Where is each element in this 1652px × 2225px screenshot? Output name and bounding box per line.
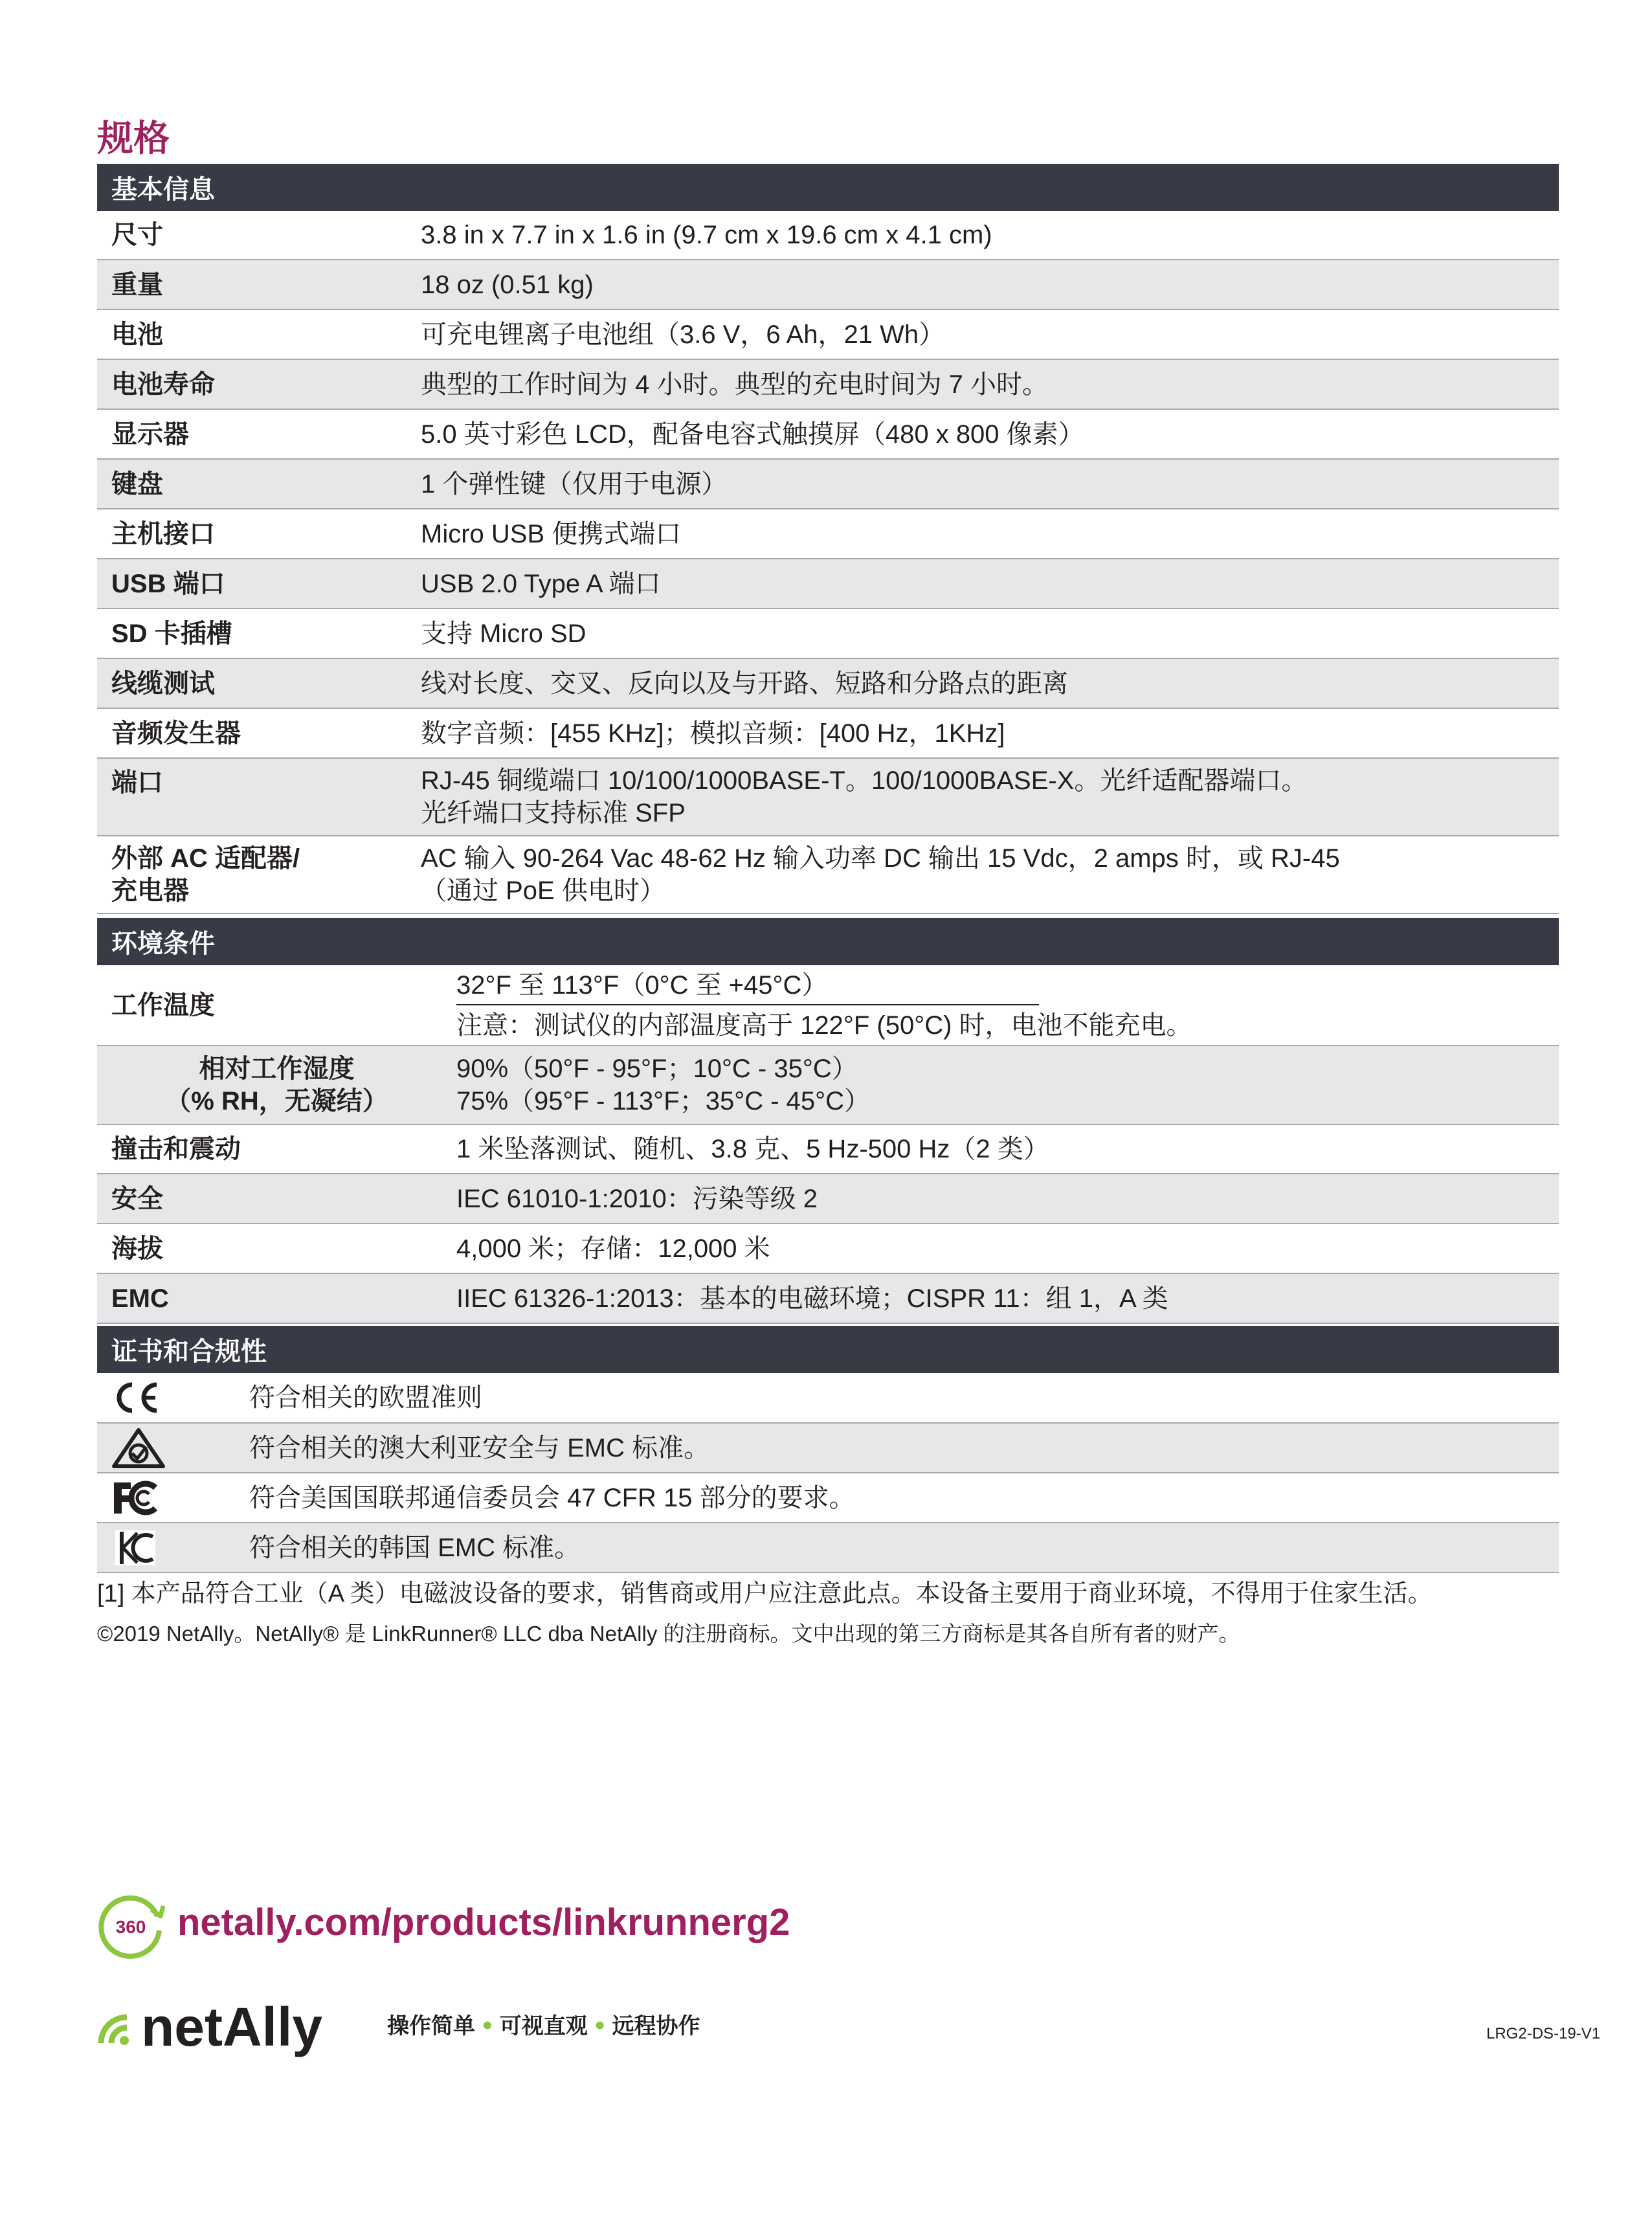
spec-label: 键盘 bbox=[97, 459, 421, 509]
spec-value-line: 32°F 至 113°F（0°C 至 +45°C） bbox=[456, 969, 1039, 1005]
spec-label-line: （% RH，无凝结） bbox=[165, 1087, 388, 1115]
product-url-link[interactable]: netally.com/products/linkrunnerg2 bbox=[177, 1901, 790, 1943]
spec-label: 安全 bbox=[97, 1174, 456, 1224]
spec-value: 可充电锂离子电池组（3.6 V，6 Ah，21 Wh） bbox=[421, 309, 1559, 359]
spec-value: IIEC 61326-1:2013：基本的电磁环境；CISPR 11：组 1，A 类 bbox=[456, 1273, 1559, 1323]
cert-icon-cell bbox=[97, 1523, 249, 1572]
netally-logo bbox=[96, 1993, 381, 2057]
spec-value-ports bbox=[421, 758, 1559, 836]
ce-mark-icon bbox=[111, 1378, 163, 1417]
spec-label-line: 相对工作湿度 bbox=[199, 1055, 355, 1083]
spec-value: USB 2.0 Type A 端口 bbox=[421, 559, 1559, 609]
spec-value: 数字音频：[455 KHz]；模拟音频：[400 Hz，1KHz] bbox=[421, 708, 1559, 758]
spec-value: 1 米坠落测试、随机、3.8 克、5 Hz-500 Hz（2 类） bbox=[456, 1124, 1559, 1174]
spec-value: IEC 61010-1:2010：污染等级 2 bbox=[456, 1174, 1559, 1224]
cert-icon-cell bbox=[97, 1473, 249, 1523]
spec-label: SD 卡插槽 bbox=[97, 609, 421, 658]
tagline-item: 远程协作 bbox=[612, 2013, 700, 2039]
spec-value-line: 90%（50°F - 95°F；10°C - 35°C） bbox=[456, 1055, 858, 1083]
spec-value-line: 75%（95°F - 113°F；35°C - 45°C） bbox=[456, 1087, 871, 1115]
spec-label: 线缆测试 bbox=[97, 658, 421, 708]
cert-icon-cell bbox=[97, 1373, 249, 1423]
spec-value-humidity bbox=[456, 1045, 1559, 1124]
spec-value: 支持 Micro SD bbox=[421, 609, 1559, 658]
kc-mark-icon bbox=[111, 1528, 159, 1568]
spec-label: 电池寿命 bbox=[97, 359, 421, 409]
spec-value: 线对长度、交叉、反向以及与开路、短路和分路点的距离 bbox=[421, 658, 1559, 708]
cert-text: 符合美国国联邦通信委员会 47 CFR 15 部分的要求。 bbox=[249, 1473, 1559, 1523]
spec-label-adapter bbox=[97, 836, 421, 913]
section-header-environment: 环境条件 bbox=[97, 918, 1559, 965]
spec-value-line: （通过 PoE 供电时） bbox=[421, 877, 665, 905]
cert-icon-cell bbox=[97, 1423, 249, 1473]
environment-spec-table bbox=[97, 918, 1559, 1324]
spec-value-line: 注意：测试仪的内部温度高于 122°F (50°C) 时，电池不能充电。 bbox=[456, 1011, 1192, 1040]
spec-label: 显示器 bbox=[97, 409, 421, 459]
spec-label: 工作温度 bbox=[97, 965, 456, 1045]
section-header-certifications: 证书和合规性 bbox=[97, 1326, 1559, 1373]
spec-value-temperature bbox=[456, 965, 1559, 1045]
spec-label: 端口 bbox=[97, 758, 421, 836]
spec-value: 典型的工作时间为 4 小时。典型的充电时间为 7 小时。 bbox=[421, 359, 1559, 409]
spec-label: 撞击和震动 bbox=[97, 1124, 456, 1174]
spec-value-line: 光纤端口支持标准 SFP bbox=[421, 799, 686, 827]
spec-label: 主机接口 bbox=[97, 509, 421, 559]
fcc-mark-icon bbox=[111, 1480, 159, 1516]
spec-label: 尺寸 bbox=[97, 211, 421, 260]
cert-text: 符合相关的欧盟准则 bbox=[249, 1373, 1559, 1423]
tagline-dot: • bbox=[480, 2013, 495, 2039]
page-title: 规格 bbox=[97, 118, 170, 159]
spec-label: 重量 bbox=[97, 260, 421, 309]
copyright-notice: ©2019 NetAlly。NetAlly® 是 LinkRunner® LLC dba NetAlly 的注册商标。文中出现的第三方商标是其各自所有者的财产。 bbox=[97, 1622, 1240, 1646]
cert-text: 符合相关的韩国 EMC 标准。 bbox=[249, 1523, 1559, 1572]
spec-value-line: RJ-45 铜缆端口 10/100/1000BASE-T。100/1000BASE-X。光纤适配器端口。 bbox=[421, 766, 1308, 795]
rcm-mark-icon bbox=[111, 1427, 166, 1469]
spec-label-line: 外部 AC 适配器/ bbox=[111, 844, 300, 873]
certifications-table bbox=[97, 1326, 1559, 1573]
spec-label: 电池 bbox=[97, 309, 421, 359]
tagline bbox=[387, 2008, 700, 2040]
spec-value-adapter bbox=[421, 836, 1559, 913]
spec-value: Micro USB 便携式端口 bbox=[421, 509, 1559, 559]
spec-label-line: 充电器 bbox=[111, 877, 189, 905]
spec-value: 1 个弹性键（仅用于电源） bbox=[421, 459, 1559, 509]
tagline-dot: • bbox=[592, 2013, 607, 2039]
spec-label-humidity bbox=[97, 1045, 456, 1124]
cert-text: 符合相关的澳大利亚安全与 EMC 标准。 bbox=[249, 1423, 1559, 1473]
360-badge-text: 360 bbox=[115, 1917, 146, 1937]
spec-value: 5.0 英寸彩色 LCD，配备电容式触摸屏（480 x 800 像素） bbox=[421, 409, 1559, 459]
360-view-icon bbox=[96, 1890, 167, 1962]
spec-label: 海拔 bbox=[97, 1224, 456, 1273]
spec-value-line: AC 输入 90-264 Vac 48-62 Hz 输入功率 DC 输出 15 Vdc，2 amps 时，或 RJ-45 bbox=[421, 844, 1340, 873]
document-id: LRG2-DS-19-V1 bbox=[1486, 2025, 1601, 2042]
general-spec-table bbox=[97, 164, 1559, 914]
spec-value: 3.8 in x 7.7 in x 1.6 in (9.7 cm x 19.6 cm x 4.1 cm) bbox=[421, 211, 1559, 260]
spec-value: 4,000 米；存储：12,000 米 bbox=[456, 1224, 1559, 1273]
spec-value: 18 oz (0.51 kg) bbox=[421, 260, 1559, 309]
section-header-general: 基本信息 bbox=[97, 164, 1559, 211]
tagline-item: 可视直观 bbox=[499, 2013, 588, 2039]
spec-label: EMC bbox=[97, 1273, 456, 1323]
spec-label: 音频发生器 bbox=[97, 708, 421, 758]
tagline-item: 操作简单 bbox=[387, 2013, 475, 2039]
logo-wordmark: netAlly bbox=[141, 1996, 323, 2057]
spec-label: USB 端口 bbox=[97, 559, 421, 609]
footnote: [1] 本产品符合工业（A 类）电磁波设备的要求，销售商或用户应注意此点。本设备主要用于商业环境，不得用于住家生活。 bbox=[97, 1580, 1433, 1607]
